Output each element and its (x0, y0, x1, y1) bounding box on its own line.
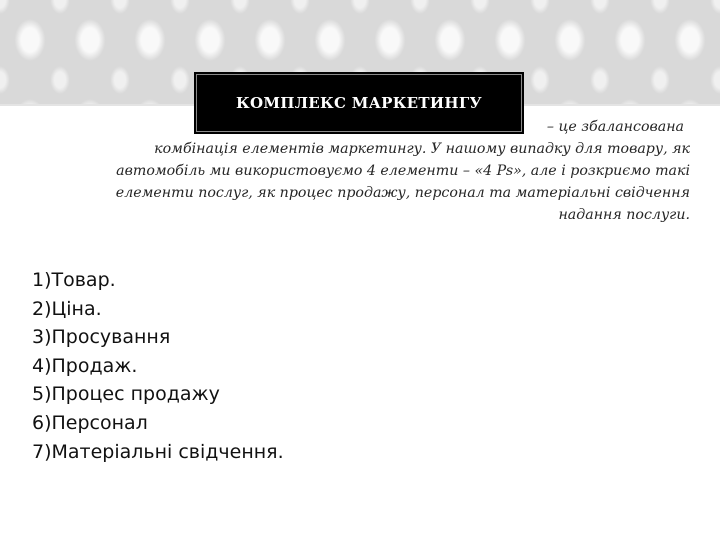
list-item: 7)Матеріальні свідчення. (32, 440, 284, 463)
description-body: комбінація елементів маркетингу. У нашому випадку для товару, як автомобіль ми використовуємо 4 елементи – «4 Ps», але і розкриємо такі елементи послуг, як процес продажу, персонал та матеріальні свідчення надання послуги. (115, 141, 690, 223)
list-item: 5)Процес продажу (32, 383, 220, 406)
description-lead: – це збалансована (546, 119, 684, 135)
list-item: 3)Просування (32, 326, 171, 349)
list-item: 1)Товар. (32, 269, 116, 291)
slide-title: КОМПЛЕКС МАРКЕТИНГУ (236, 94, 482, 112)
list-item: 6)Персонал (32, 411, 148, 434)
elements-list (32, 266, 432, 466)
description-paragraph (110, 116, 690, 226)
list-item: 4)Продаж. (32, 354, 138, 377)
list-item: 2)Ціна. (32, 297, 102, 320)
